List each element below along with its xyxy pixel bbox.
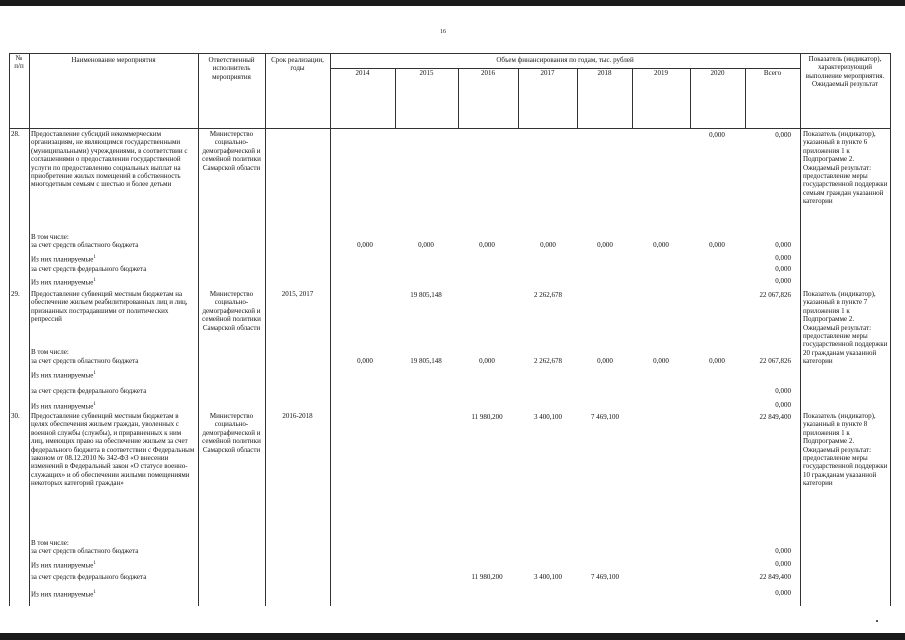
- source-label: [31, 254, 96, 264]
- footnote-mark: 1: [93, 371, 96, 376]
- including-label: В том числе:: [31, 539, 69, 547]
- funding-value: 0,000: [357, 241, 373, 249]
- funding-total: 0,000: [775, 589, 791, 597]
- measure-name: Предоставление субвенций местным бюджетам на обеспечение жильем реабилитированных лиц и лиц, признанных пострадавшими от политических репрессий: [31, 290, 188, 324]
- funding-total: 0,000: [775, 254, 791, 262]
- measure-name: Предоставление субсидий некоммерческим организациям, не являющимся государственными (муниципальными) учреждениями, в соответствии с соглашениями о предоставлении государственной услуги по предоставлению социальных выплат на приобретение жилых помещений в собственность многодетным семьям с шестью и более детьми: [31, 130, 188, 189]
- funding-value: 0,000: [709, 131, 725, 139]
- source-label-text: Из них планируемые: [31, 590, 94, 599]
- row-number: 28.: [11, 130, 20, 138]
- funding-value: 2 262,678: [534, 357, 562, 365]
- funding-value: 7 469,100: [591, 413, 619, 421]
- header-year-2018: 2018: [597, 69, 612, 77]
- indicator-text: Показатель (индикатор), указанный в пункте 8 приложения 1 к Подпрограмме 2. Ожидаемый результат: предоставление меры государственной поддержки 10 гражданам указанной категории: [803, 412, 888, 488]
- including-label: В том числе:: [31, 233, 69, 241]
- measure-name: Предоставление субвенций местным бюджетам в целях обеспечения жильем граждан, уволенных с военной службы (службы), и приравненных к ним лиц, имеющих право на обеспечение жильем за счет федерального бюджета в соответствии с Федеральным законом от 08.12.2010 № 342-ФЗ «О внесении изменений в Федеральный закон «О статусе военно-служащих» и об обеспечении жилыми помещениями некоторых категорий граждан»: [31, 412, 195, 488]
- footnote-mark: 1: [93, 402, 96, 407]
- row-number: 30.: [11, 412, 20, 420]
- header-name: Наименование мероприятия: [71, 56, 156, 64]
- funding-value: 0,000: [653, 357, 669, 365]
- funding-value: 0,000: [597, 241, 613, 249]
- funding-value: 3 400,100: [534, 413, 562, 421]
- responsible-executor: Министерство социально-демографической и семейной политики Самарской области: [202, 130, 261, 172]
- funding-value: 19 805,148: [410, 357, 442, 365]
- source-label-text: за счет средств областного бюджета: [31, 241, 139, 249]
- header-year-2015: 2015: [419, 69, 434, 77]
- source-label-text: за счет средств федерального бюджета: [31, 387, 147, 395]
- footnote-mark: 1: [93, 255, 96, 260]
- header-total: Всего: [763, 69, 782, 77]
- funding-total: 22 849,400: [759, 413, 791, 421]
- source-label: [31, 573, 146, 581]
- funding-value: 0,000: [479, 241, 495, 249]
- funding-value: 11 980,200: [471, 573, 503, 581]
- funding-total: 0,000: [775, 265, 791, 273]
- source-label: [31, 357, 138, 365]
- source-label-text: Из них планируемые: [31, 402, 94, 411]
- header-year-2017: 2017: [540, 69, 555, 77]
- responsible-executor: Министерство социально-демографической и семейной политики Самарской области: [202, 290, 261, 332]
- source-label: [31, 547, 138, 555]
- scan-bottom-border: [0, 633, 905, 640]
- source-label-text: Из них планируемые: [31, 278, 94, 287]
- funding-total: 22 067,826: [759, 357, 791, 365]
- source-label-text: за счет средств областного бюджета: [31, 547, 139, 555]
- funding-value: 0,000: [597, 357, 613, 365]
- source-label: [31, 560, 96, 570]
- scan-speck: [876, 620, 878, 622]
- funding-value: 0,000: [418, 241, 434, 249]
- header-num-sub: п/п: [14, 62, 24, 70]
- source-label-text: за счет средств федерального бюджета: [31, 265, 147, 273]
- column-divider: [800, 53, 801, 606]
- funding-value: 0,000: [357, 357, 373, 365]
- source-label-text: Из них планируемые: [31, 371, 94, 380]
- funding-value: 2 262,678: [534, 291, 562, 299]
- source-label: [31, 265, 146, 273]
- funding-value: 0,000: [653, 241, 669, 249]
- funding-total: 0,000: [775, 401, 791, 409]
- source-label-text: Из них планируемые: [31, 255, 94, 264]
- funding-value: 11 980,200: [471, 413, 503, 421]
- footnote-mark: 1: [93, 561, 96, 566]
- page-number: 16: [440, 29, 446, 35]
- column-divider: [265, 53, 266, 606]
- header-bottom-rule: [9, 128, 890, 129]
- header-year-2020: 2020: [710, 69, 725, 77]
- funding-total: 0,000: [775, 387, 791, 395]
- source-label: [31, 241, 138, 249]
- scan-top-border: [0, 0, 905, 6]
- funding-value: 3 400,100: [534, 573, 562, 581]
- column-divider: [9, 53, 10, 606]
- row-number: 29.: [11, 290, 20, 298]
- funding-total: 0,000: [775, 241, 791, 249]
- header-year-2014: 2014: [355, 69, 370, 77]
- header-top-rule: [9, 53, 890, 54]
- funding-value: 0,000: [479, 357, 495, 365]
- funding-total: 0,000: [775, 547, 791, 555]
- source-label-text: за счет средств областного бюджета: [31, 357, 139, 365]
- funding-total: 0,000: [775, 131, 791, 139]
- funding-total: 0,000: [775, 277, 791, 285]
- header-period: Срок реализации, годы: [271, 56, 324, 73]
- footnote-mark: 1: [93, 590, 96, 595]
- header-funding: Объем финансирования по годам, тыс. рублей: [496, 56, 634, 64]
- funding-value: 0,000: [709, 241, 725, 249]
- funding-value: 7 469,100: [591, 573, 619, 581]
- indicator-text: Показатель (индикатор), указанный в пункте 7 приложения 1 к Подпрограмме 2. Ожидаемый результат: предоставление меры государственной поддержки 20 гражданам указанной категории: [803, 290, 888, 366]
- implementation-period: 2016-2018: [282, 412, 313, 420]
- source-label-text: Из них планируемые: [31, 561, 94, 570]
- column-divider: [29, 53, 30, 606]
- implementation-period: 2015, 2017: [281, 290, 314, 298]
- header-num: №: [15, 54, 23, 62]
- funding-total: 22 067,826: [759, 291, 791, 299]
- header-year-2016: 2016: [481, 69, 495, 77]
- column-divider: [330, 53, 331, 606]
- source-label: [31, 277, 96, 287]
- source-label: [31, 370, 96, 380]
- source-label-text: за счет средств федерального бюджета: [31, 573, 147, 581]
- including-label: В том числе:: [31, 348, 69, 356]
- source-label: [31, 401, 96, 411]
- funding-value: 0,000: [540, 241, 556, 249]
- column-divider: [890, 53, 891, 606]
- funding-total: 0,000: [775, 560, 791, 568]
- funding-total: 22 849,400: [759, 573, 791, 581]
- header-executor: Ответственный исполнитель мероприятия: [208, 56, 255, 81]
- responsible-executor: Министерство социально-демографической и семейной политики Самарской области: [202, 412, 261, 454]
- funding-value: 0,000: [709, 357, 725, 365]
- indicator-text: Показатель (индикатор), указанный в пункте 6 приложения 1 к Подпрограмме 2. Ожидаемый результат: предоставление меры государственной поддержки семьям граждан указанной категории: [803, 130, 888, 206]
- funding-value: 19 805,148: [410, 291, 442, 299]
- header-indicator: Показатель (индикатор), характеризующий выполнение мероприятия. Ожидаемый результат: [805, 55, 885, 89]
- source-label: [31, 387, 146, 395]
- header-year-2019: 2019: [654, 69, 668, 77]
- source-label: [31, 589, 96, 599]
- footnote-mark: 1: [93, 278, 96, 283]
